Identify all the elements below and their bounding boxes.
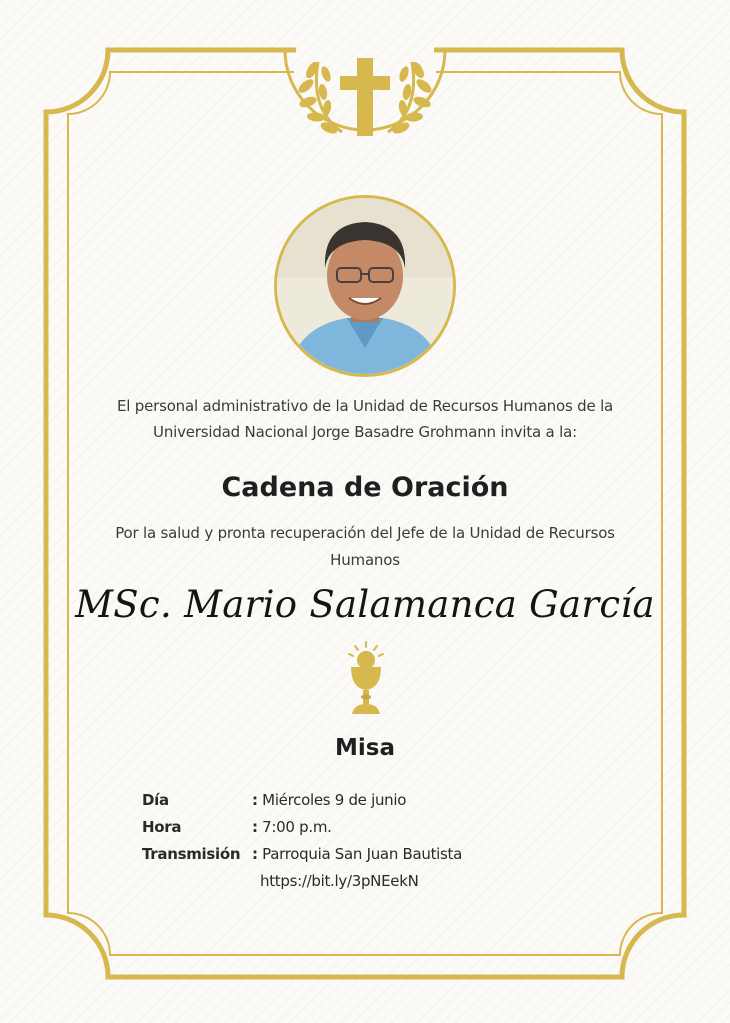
stream-label: Transmisión: [142, 845, 241, 863]
portrait-photo: [274, 195, 456, 377]
event-title: Misa: [335, 735, 395, 761]
time-label: Hora: [142, 818, 182, 836]
separator: :: [252, 845, 258, 863]
separator: :: [252, 818, 258, 836]
chalice-host-icon: [344, 640, 388, 718]
time-value: 7:00 p.m.: [262, 818, 332, 836]
person-portrait-icon: [277, 198, 453, 374]
day-label: Día: [142, 791, 169, 809]
separator: :: [252, 791, 258, 809]
intro-text: El personal administrativo de la Unidad de Recursos Humanos de la Universidad Nacional Jorge Basadre Grohmann invita a la:: [116, 397, 614, 441]
honoree-name: MSc. Mario Salamanca García: [75, 583, 655, 626]
cross-icon: [340, 58, 390, 136]
stream-link[interactable]: https://bit.ly/3pNEekN: [260, 872, 419, 890]
page-title: Cadena de Oración: [221, 472, 509, 503]
subtitle-text: Por la salud y pronta recuperación del Jefe de la Unidad de Recursos Humanos: [115, 524, 615, 569]
day-value: Miércoles 9 de junio: [262, 791, 407, 809]
stream-value: Parroquia San Juan Bautista: [262, 845, 463, 863]
